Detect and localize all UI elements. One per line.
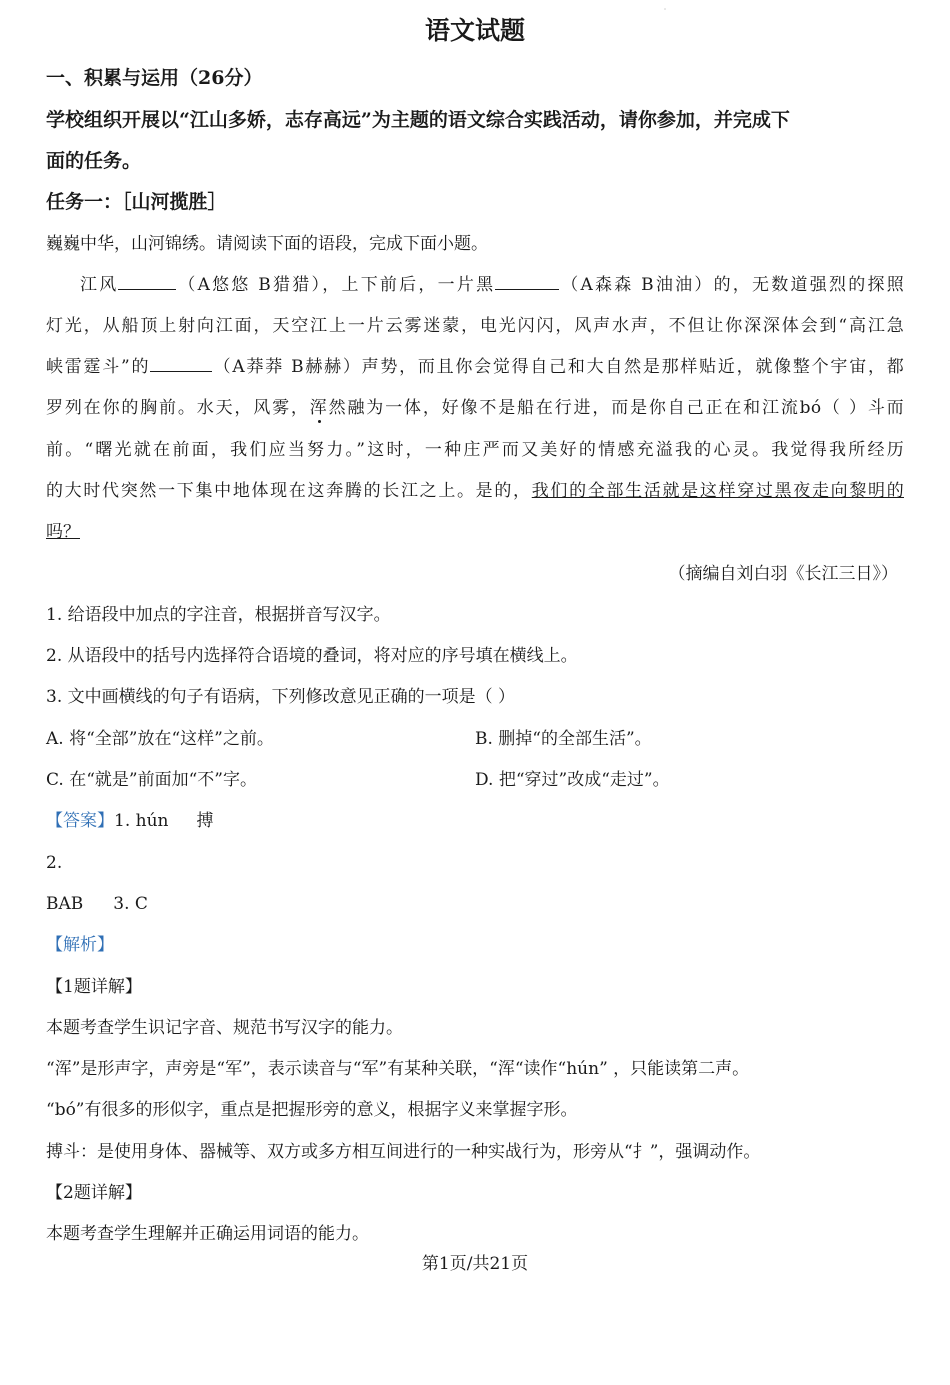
question-1: 1. 给语段中加点的字注音，根据拼音写汉字。 bbox=[46, 605, 391, 625]
page-title: 语文试题 bbox=[424, 16, 525, 45]
passage-line-2: 灯光，从船顶上射向江面，天空江上一片云雾迷蒙，电光闪闪，风声水声，不但让你深深体会到“高江急 bbox=[46, 316, 904, 336]
analysis-text-3: “bó”有很多的形似字，重点是把握形旁的意义，根据字义来掌握字形。 bbox=[46, 1100, 578, 1120]
answer-line-3 bbox=[46, 892, 148, 916]
analysis-text-1: 本题考查学生识记字音、规范书写汉字的能力。 bbox=[46, 1018, 403, 1038]
section-heading: 一、积累与运用（26分） bbox=[46, 67, 263, 89]
answer-1: 1. hún bbox=[114, 811, 169, 831]
intro-line-1: 学校组织开展以“江山多娇，志存高远”为主题的语文综合实践活动，请你参加，并完成下 bbox=[46, 109, 790, 131]
option-b: B. 删掉“的全部生活”。 bbox=[475, 729, 652, 749]
analysis-text-2: “浑”是形声字，声旁是“军”，表示读音与“军”有某种关联，“浑“读作“hún” ，只能读第二声。 bbox=[46, 1059, 750, 1079]
passage-text: 江风 bbox=[80, 275, 119, 295]
answer-line-1 bbox=[46, 809, 213, 833]
task-heading: 任务一：［山河揽胜］ bbox=[46, 191, 227, 213]
passage-line-1 bbox=[46, 273, 904, 297]
blank-3 bbox=[150, 356, 212, 372]
answer-2: BAB bbox=[46, 894, 84, 914]
question-2: 2. 从语段中的括号内选择符合语境的叠词，将对应的序号填在横线上。 bbox=[46, 646, 578, 666]
underlined-sentence-end: 吗？ bbox=[46, 522, 80, 542]
answer-label: 【答案】 bbox=[46, 811, 114, 831]
option-d: D. 把“穿过”改成“走过”。 bbox=[475, 770, 670, 790]
prompt-text: 巍巍中华，山河锦绣。请阅读下面的语段，完成下面小题。 bbox=[46, 234, 488, 254]
passage-line-4 bbox=[46, 396, 904, 420]
passage-line-7 bbox=[46, 520, 80, 544]
underlined-sentence: 我们的全部生活就是这样穿过黑夜走向黎明的 bbox=[531, 481, 904, 501]
passage-text: （A森森 B油油）的，无数道强烈的探照 bbox=[559, 275, 904, 295]
question-3: 3. 文中画横线的句子有语病，下列修改意见正确的一项是（ ） bbox=[46, 687, 516, 707]
scan-mark: ˙ bbox=[663, 8, 667, 17]
passage-text: （A莽莽 B赫赫）声势，而且你会觉得自己和大自然是那样贴近，就像整个宇宙，都 bbox=[212, 357, 904, 377]
analysis-label: 【解析】 bbox=[46, 935, 114, 955]
answer-2-number: 2. bbox=[46, 853, 63, 873]
passage-source: （摘编自刘白羽《长江三日》） bbox=[668, 564, 898, 584]
passage-text: 峡雷霆斗”的 bbox=[46, 357, 151, 377]
analysis-heading-1: 【1题详解】 bbox=[46, 977, 142, 997]
blank-2 bbox=[495, 274, 559, 290]
passage-text: 罗列在你的胸前。水天，风雾， bbox=[46, 398, 310, 418]
passage-line-5: 前。“曙光就在前面，我们应当努力。”这时，一种庄严而又美好的情感充溢我的心灵。我觉得我所经历 bbox=[46, 440, 904, 460]
analysis-heading-2: 【2题详解】 bbox=[46, 1183, 142, 1203]
intro-line-2: 面的任务。 bbox=[46, 150, 142, 172]
answer-1-char: 搏 bbox=[196, 811, 214, 831]
passage-text: 的大时代突然一下集中地体现在这奔腾的长江之上。是的， bbox=[46, 481, 532, 501]
passage-line-3 bbox=[46, 355, 904, 379]
passage-text: 然融为一体，好像不是船在行进，而是你自己正在和江流bó（ ）斗而 bbox=[328, 398, 904, 418]
blank-1 bbox=[118, 274, 176, 290]
option-a: A. 将“全部”放在“这样”之前。 bbox=[46, 729, 274, 749]
page-number: 第1页/共21页 bbox=[421, 1254, 529, 1274]
dotted-char: 浑 bbox=[309, 398, 329, 418]
analysis-text-4: 搏斗：是使用身体、器械等、双方或多方相互间进行的一种实战行为，形旁从“扌”，强调动作。 bbox=[46, 1142, 761, 1162]
passage-line-6 bbox=[46, 479, 904, 503]
option-c: C. 在“就是”前面加“不”字。 bbox=[46, 770, 257, 790]
answer-3: 3. C bbox=[113, 894, 148, 914]
passage-text: （A悠悠 B猎猎），上下前后，一片黑 bbox=[176, 275, 496, 295]
analysis-text-5: 本题考查学生理解并正确运用词语的能力。 bbox=[46, 1224, 369, 1244]
